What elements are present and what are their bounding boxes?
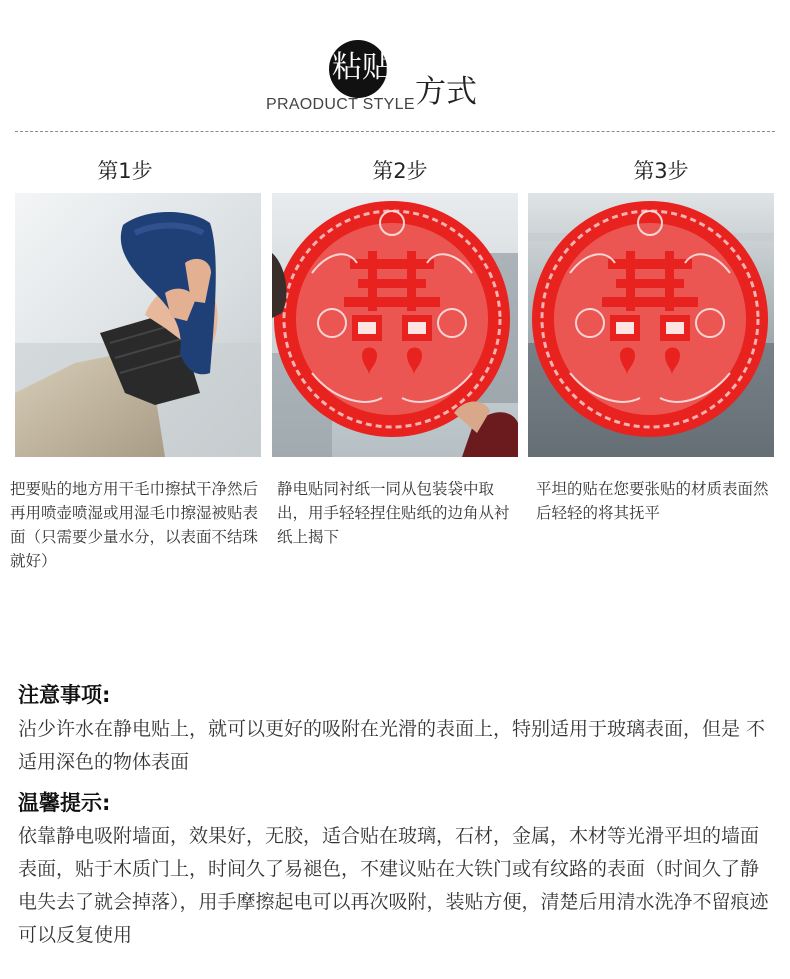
step-1-description: 把要贴的地方用干毛巾擦拭干净然后再用喷壶喷湿或用湿毛巾擦湿被贴表面（只需要少量水分，以表面不结珠就好） bbox=[10, 480, 259, 570]
step-2-description: 静电贴同衬纸一同从包装袋中取出，用手轻轻捏住贴纸的边角从衬纸上揭下 bbox=[277, 480, 510, 546]
step-1-label: 第1步 bbox=[97, 159, 153, 183]
title-main: 粘贴 bbox=[332, 50, 392, 85]
step-2-photo bbox=[272, 193, 518, 457]
title-subtitle: PRAODUCT STYLE bbox=[266, 96, 415, 113]
step-3-description: 平坦的贴在您要张贴的材质表面然后轻轻的将其抚平 bbox=[536, 480, 769, 522]
step-3-photo bbox=[528, 193, 774, 457]
section-header bbox=[0, 0, 790, 140]
step-3-label: 第3步 bbox=[633, 159, 689, 183]
dashed-divider bbox=[15, 131, 775, 132]
step-1-photo bbox=[15, 193, 261, 457]
tips-text: 依靠静电吸附墙面，效果好，无胶，适合贴在玻璃，石材，金属，木材等光滑平坦的墙面表面，贴于木质门上，时间久了易褪色，不建议贴在大铁门或有纹路的表面（时间久了静电失去了就会掉落），用手摩擦起电可以再次吸附，装贴方便，清楚后用清水洗净不留痕迹可以反复使用 bbox=[18, 825, 769, 946]
tips-heading: 温馨提示: bbox=[18, 791, 111, 815]
title-secondary: 方式 bbox=[415, 74, 477, 110]
attention-text: 沾少许水在静电贴上，就可以更好的吸附在光滑的表面上，特别适用于玻璃表面，但是 不适用深色的物体表面 bbox=[18, 718, 766, 773]
step-2-label: 第2步 bbox=[372, 159, 428, 183]
attention-heading: 注意事项: bbox=[18, 683, 111, 707]
